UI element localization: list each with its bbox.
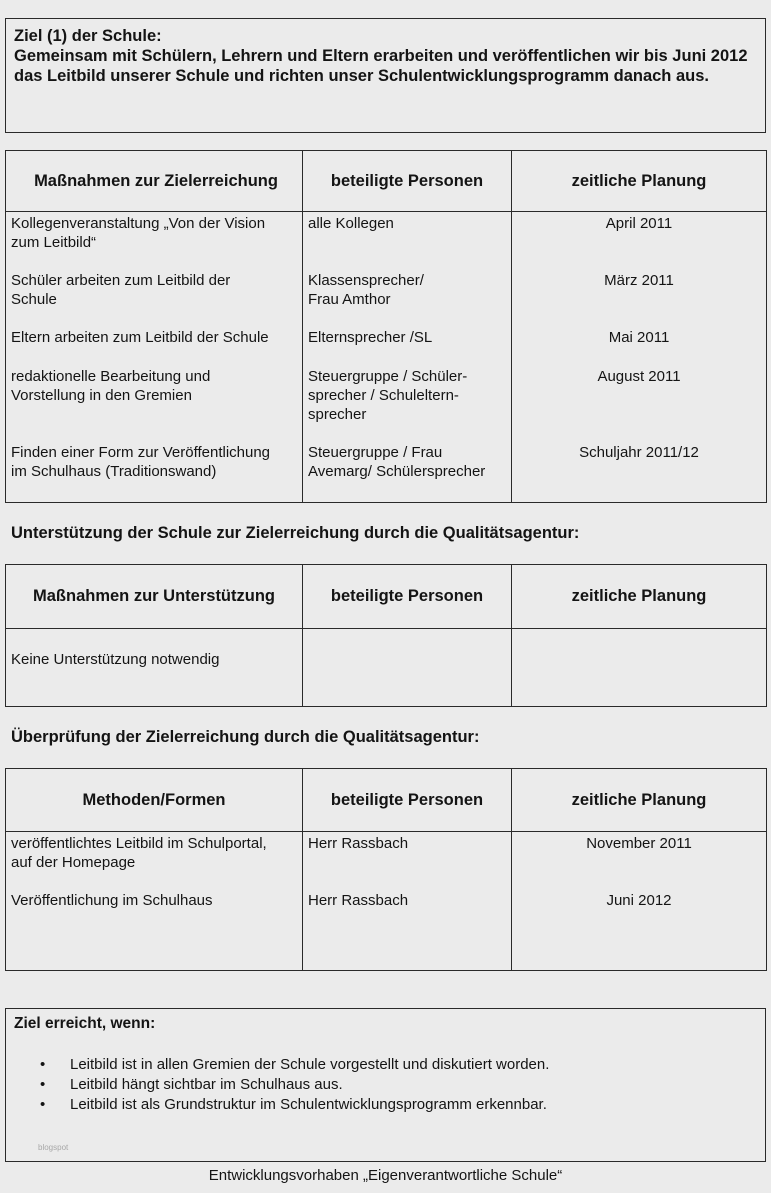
method-entry: Veröffentlichung im Schulhaus <box>11 892 213 909</box>
review-date-entry: November 2011 <box>586 835 692 852</box>
planning-header: zeitliche Planung <box>512 151 767 212</box>
measures-column <box>6 212 303 503</box>
goal-text: Gemeinsam mit Schülern, Lehrern und Eltern erarbeiten und veröffentlichen wir bis Juni 2012 das Leitbild unserer Schule und richten unser Schulentwicklungsprogramm danach aus. <box>14 47 748 85</box>
persons-entry: Steuergruppe / Schüler- sprecher / Schuleltern- sprecher <box>308 368 468 423</box>
measure-entry: redaktionelle Bearbeitung und Vorstellung in den Gremien <box>11 368 211 404</box>
measure-entry: Eltern arbeiten zum Leitbild der Schule <box>11 329 269 346</box>
persons-entry: Steuergruppe / Frau Avemarg/ Schülersprecher <box>308 444 486 480</box>
planning-column <box>512 212 767 503</box>
measure-entry: Schüler arbeiten zum Leitbild der Schule <box>11 272 231 308</box>
support-measures-header: Maßnahmen zur Unterstützung <box>6 565 303 629</box>
list-item: • Leitbild ist in allen Gremien der Schule vorgestellt und diskutiert worden. <box>40 1056 550 1073</box>
methods-column <box>6 832 303 971</box>
persons-entry: Klassensprecher/ Frau Amthor <box>308 272 424 308</box>
measure-entry: Kollegenveranstaltung „Von der Vision zum Leitbild“ <box>11 215 266 251</box>
support-persons-header: beteiligte Personen <box>303 565 512 629</box>
support-table <box>5 564 767 707</box>
date-entry: Schuljahr 2011/12 <box>579 444 699 461</box>
goal-achieved-box <box>5 1008 766 1162</box>
review-persons-entry: Herr Rassbach <box>308 835 409 852</box>
measures-header: Maßnahmen zur Zielerreichung <box>6 151 303 212</box>
review-persons-column <box>303 832 512 971</box>
footer: Entwicklungsvorhaben „Eigenverantwortliche Schule“ <box>208 1167 563 1184</box>
methods-header: Methoden/Formen <box>6 769 303 832</box>
measure-entry: Finden einer Form zur Veröffentlichung im Schulhaus (Traditionswand) <box>11 444 271 480</box>
support-heading: Unterstützung der Schule zur Zielerreichung durch die Qualitätsagentur: <box>11 524 580 542</box>
persons-column <box>303 212 512 503</box>
date-entry: Mai 2011 <box>608 329 670 346</box>
date-entry: August 2011 <box>597 368 681 385</box>
review-persons-header: beteiligte Personen <box>303 769 512 832</box>
review-planning-header: zeitliche Planung <box>512 769 767 832</box>
review-date-entry: Juni 2012 <box>606 892 672 909</box>
criteria-list <box>14 1055 757 1115</box>
list-item: • Leitbild ist als Grundstruktur im Schulentwicklungsprogramm erkennbar. <box>40 1096 547 1113</box>
review-table <box>5 768 767 971</box>
review-heading: Überprüfung der Zielerreichung durch die Qualitätsagentur: <box>11 728 480 746</box>
persons-header: beteiligte Personen <box>303 151 512 212</box>
date-entry: April 2011 <box>605 215 673 232</box>
watermark: blogspot <box>38 1143 69 1152</box>
bullet-icon: • <box>40 1076 46 1093</box>
support-planning-header: zeitliche Planung <box>512 565 767 629</box>
method-entry: veröffentlichtes Leitbild im Schulportal, auf der Homepage <box>11 835 267 871</box>
support-persons-cell <box>303 629 512 707</box>
bullet-icon: • <box>40 1056 46 1073</box>
bullet-icon: • <box>40 1096 46 1113</box>
persons-entry: Elternsprecher /SL <box>308 329 433 346</box>
support-planning-cell <box>512 629 767 707</box>
goal-achieved-title: Ziel erreicht, wenn: <box>14 1015 156 1032</box>
measures-table <box>5 150 767 503</box>
goal-box <box>5 18 766 133</box>
persons-entry: alle Kollegen <box>308 215 394 232</box>
support-measure-cell: Keine Unterstützung notwendig <box>6 629 303 707</box>
date-entry: März 2011 <box>604 272 674 289</box>
review-planning-column <box>512 832 767 971</box>
review-persons-entry: Herr Rassbach <box>308 892 409 909</box>
list-item: • Leitbild hängt sichtbar im Schulhaus aus. <box>40 1076 343 1093</box>
goal-title: Ziel (1) der Schule: <box>14 27 162 45</box>
